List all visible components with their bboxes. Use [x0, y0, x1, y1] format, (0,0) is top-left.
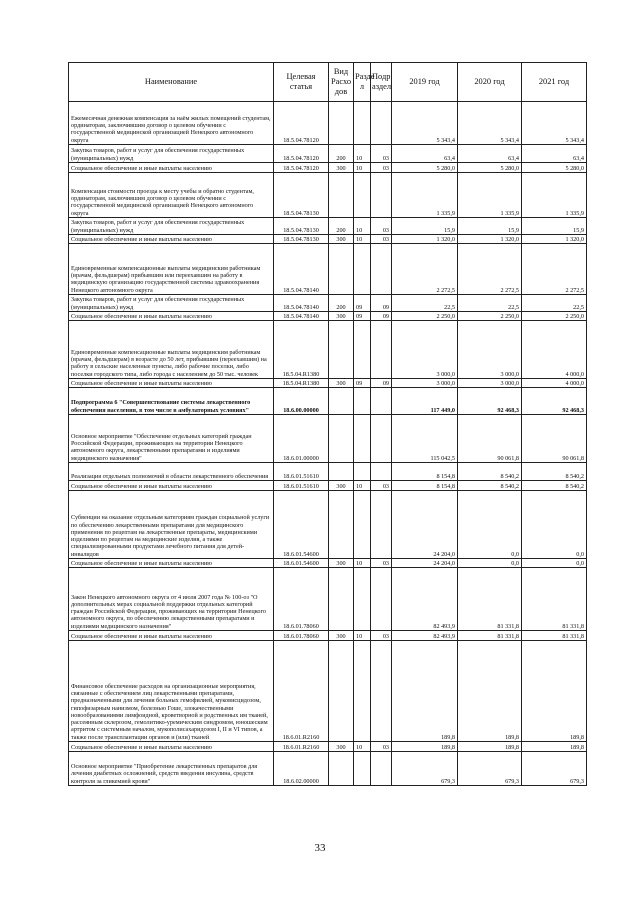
- row-name-cell: Основное мероприятие "Обеспечение отдельных категорий граждан Российской Федерации, проживающих на территории Ненецкого автономного округа, лекарственными препаратами и изделиями медицинского назначения": [69, 415, 274, 463]
- row-name-cell: Социальное обеспечение и иные выплаты населению: [69, 631, 274, 641]
- row-section-cell: [354, 463, 371, 481]
- row-section-cell: [354, 321, 371, 379]
- row-year-2020-cell: 90 061,8: [458, 415, 522, 463]
- row-year-2020-cell: 22,5: [458, 295, 522, 312]
- row-expense-type-cell: [329, 388, 354, 415]
- header-target-article: Целевая статья: [274, 63, 329, 102]
- table-row: [69, 235, 587, 244]
- row-year-2021-cell: 81 331,8: [522, 568, 587, 631]
- row-subsection-cell: [371, 491, 392, 559]
- row-subsection-cell: 03: [371, 631, 392, 641]
- row-name-cell: Социальное обеспечение и иные выплаты населению: [69, 481, 274, 491]
- row-expense-type-cell: 300: [329, 312, 354, 321]
- row-section-cell: [354, 568, 371, 631]
- row-target-article-cell: 18.6.01.R2160: [274, 641, 329, 742]
- row-target-article-cell: 18.6.01.51610: [274, 481, 329, 491]
- header-year-2020: 2020 год: [458, 63, 522, 102]
- row-subsection-cell: 03: [371, 481, 392, 491]
- header-year-2021: 2021 год: [522, 63, 587, 102]
- row-year-2019-cell: 82 493,9: [392, 568, 458, 631]
- row-subsection-cell: [371, 752, 392, 786]
- row-target-article-cell: 18.6.01.00000: [274, 415, 329, 463]
- row-expense-type-cell: 300: [329, 481, 354, 491]
- row-year-2020-cell: 63,4: [458, 145, 522, 163]
- row-subsection-cell: [371, 568, 392, 631]
- table-row: [69, 163, 587, 173]
- row-target-article-cell: 18.6.01.54600: [274, 491, 329, 559]
- row-year-2020-cell: 2 272,5: [458, 244, 522, 295]
- row-expense-type-cell: [329, 244, 354, 295]
- budget-table-container: [68, 62, 586, 786]
- table-row: [69, 463, 587, 481]
- row-year-2020-cell: 3 000,0: [458, 379, 522, 388]
- row-target-article-cell: 18.5.04.78120: [274, 163, 329, 173]
- row-subsection-cell: [371, 102, 392, 145]
- row-year-2019-cell: 8 154,8: [392, 481, 458, 491]
- row-name-cell: Финансовое обеспечение расходов на организационные мероприятия, связанные с обеспечением лиц лекарственными препаратами, предназначенными для лечения больных гемофилией, муковисцидозом, гипофизарным нанизмом, болезнью Гоше, злокачественными новообразованиями лимфоидной, кроветворной и родственных им тканей, рассеянным склерозом, гемолитико-уремическим синдромом, юношеским артритом с системным началом, мукополисахаридозом I, II и VI типов, а также после трансплантации органов и (или) тканей: [69, 641, 274, 742]
- row-year-2020-cell: 81 331,8: [458, 631, 522, 641]
- row-year-2020-cell: 8 540,2: [458, 463, 522, 481]
- row-year-2019-cell: 15,9: [392, 218, 458, 235]
- table-row: [69, 641, 587, 742]
- row-year-2019-cell: 24 204,0: [392, 559, 458, 568]
- budget-table: [68, 62, 587, 786]
- header-section: Разде л: [354, 63, 371, 102]
- row-target-article-cell: 18.6.01.78060: [274, 568, 329, 631]
- row-year-2021-cell: 5 343,4: [522, 102, 587, 145]
- row-year-2019-cell: 2 250,0: [392, 312, 458, 321]
- row-year-2020-cell: 8 540,2: [458, 481, 522, 491]
- row-year-2021-cell: 8 540,2: [522, 463, 587, 481]
- row-target-article-cell: 18.5.04.78140: [274, 244, 329, 295]
- row-name-cell: Социальное обеспечение и иные выплаты населению: [69, 379, 274, 388]
- row-year-2019-cell: 8 154,8: [392, 463, 458, 481]
- row-year-2021-cell: 2 272,5: [522, 244, 587, 295]
- row-section-cell: [354, 173, 371, 218]
- row-name-cell: Единовременные компенсационные выплаты медицинским работникам (врачам, фельдшерам) в возрасте до 50 лет, прибывшим (переехавшим) на работу в сельские населенные пункты, либо рабочие поселки, либо поселки городского типа, либо города с населением до 50 тыс. человек: [69, 321, 274, 379]
- row-subsection-cell: 03: [371, 235, 392, 244]
- row-subsection-cell: 03: [371, 163, 392, 173]
- row-subsection-cell: 03: [371, 559, 392, 568]
- row-name-cell: Закон Ненецкого автономного округа от 4 июля 2007 года № 100-оз "О дополнительных мерах социальной поддержки отдельных категорий граждан Российской Федерации, проживающих на территории Ненецкого автономного округа, по обеспечению лекарственными препаратами и изделиями медицинского назначения": [69, 568, 274, 631]
- row-section-cell: 10: [354, 559, 371, 568]
- row-expense-type-cell: 300: [329, 235, 354, 244]
- row-expense-type-cell: [329, 641, 354, 742]
- row-subsection-cell: [371, 641, 392, 742]
- row-section-cell: [354, 244, 371, 295]
- row-name-cell: Социальное обеспечение и иные выплаты населению: [69, 742, 274, 752]
- header-subsection: Подр аздел: [371, 63, 392, 102]
- row-subsection-cell: 03: [371, 145, 392, 163]
- row-name-cell: Закупка товаров, работ и услуг для обеспечения государственных (муниципальных) нужд: [69, 295, 274, 312]
- row-expense-type-cell: 300: [329, 742, 354, 752]
- table-row: [69, 295, 587, 312]
- row-subsection-cell: [371, 173, 392, 218]
- row-section-cell: [354, 102, 371, 145]
- row-target-article-cell: 18.5.04.R1380: [274, 379, 329, 388]
- table-row: [69, 491, 587, 559]
- row-year-2019-cell: 82 493,9: [392, 631, 458, 641]
- row-section-cell: [354, 491, 371, 559]
- table-row: [69, 312, 587, 321]
- row-year-2019-cell: 189,8: [392, 742, 458, 752]
- row-expense-type-cell: 200: [329, 145, 354, 163]
- row-year-2019-cell: 24 204,0: [392, 491, 458, 559]
- row-section-cell: 10: [354, 145, 371, 163]
- row-expense-type-cell: 200: [329, 218, 354, 235]
- header-name: Наименование: [69, 63, 274, 102]
- row-subsection-cell: 09: [371, 312, 392, 321]
- row-name-cell: Компенсация стоимости проезда к месту учебы и обратно студентам, ординаторам, заключившим договор о целевом обучении с государственной медицинской организацией Ненецкого автономного округа: [69, 173, 274, 218]
- row-year-2021-cell: 1 335,9: [522, 173, 587, 218]
- table-row: [69, 379, 587, 388]
- row-section-cell: [354, 415, 371, 463]
- row-year-2020-cell: 15,9: [458, 218, 522, 235]
- row-year-2021-cell: 90 061,8: [522, 415, 587, 463]
- row-expense-type-cell: [329, 491, 354, 559]
- row-section-cell: [354, 641, 371, 742]
- table-row: [69, 321, 587, 379]
- row-target-article-cell: 18.5.04.78120: [274, 102, 329, 145]
- row-expense-type-cell: [329, 173, 354, 218]
- row-target-article-cell: 18.6.02.00000: [274, 752, 329, 786]
- row-name-cell: Закупка товаров, работ и услуг для обеспечения государственных (муниципальных) нужд: [69, 145, 274, 163]
- row-section-cell: 10: [354, 742, 371, 752]
- row-section-cell: 09: [354, 379, 371, 388]
- row-year-2019-cell: 115 042,5: [392, 415, 458, 463]
- row-subsection-cell: [371, 388, 392, 415]
- row-section-cell: 10: [354, 235, 371, 244]
- row-year-2021-cell: 15,9: [522, 218, 587, 235]
- row-expense-type-cell: [329, 321, 354, 379]
- row-year-2019-cell: 1 335,9: [392, 173, 458, 218]
- row-year-2021-cell: 0,0: [522, 559, 587, 568]
- row-target-article-cell: 18.6.01.51610: [274, 463, 329, 481]
- row-year-2019-cell: 117 449,0: [392, 388, 458, 415]
- row-year-2021-cell: 63,4: [522, 145, 587, 163]
- row-target-article-cell: 18.6.01.R2160: [274, 742, 329, 752]
- row-year-2020-cell: 3 000,0: [458, 321, 522, 379]
- row-target-article-cell: 18.5.04.78130: [274, 173, 329, 218]
- row-section-cell: 10: [354, 163, 371, 173]
- row-target-article-cell: 18.5.04.78140: [274, 295, 329, 312]
- row-year-2021-cell: 2 250,0: [522, 312, 587, 321]
- row-year-2020-cell: 92 468,3: [458, 388, 522, 415]
- table-row: [69, 742, 587, 752]
- row-year-2020-cell: 2 250,0: [458, 312, 522, 321]
- row-name-cell: Основное мероприятие "Приобретение лекарственных препаратов для лечения диабетных осложнений, средств введения инсулина, средств контроля за гликемией крови": [69, 752, 274, 786]
- row-year-2021-cell: 1 320,0: [522, 235, 587, 244]
- row-year-2019-cell: 679,3: [392, 752, 458, 786]
- row-target-article-cell: 18.5.04.78130: [274, 235, 329, 244]
- table-row: [69, 173, 587, 218]
- row-target-article-cell: 18.5.04.78140: [274, 312, 329, 321]
- row-section-cell: 09: [354, 295, 371, 312]
- row-expense-type-cell: 300: [329, 559, 354, 568]
- row-year-2020-cell: 0,0: [458, 559, 522, 568]
- row-expense-type-cell: [329, 415, 354, 463]
- row-name-cell: Закупка товаров, работ и услуг для обеспечения государственных (муниципальных) нужд: [69, 218, 274, 235]
- row-year-2019-cell: 5 280,0: [392, 163, 458, 173]
- row-subsection-cell: 03: [371, 218, 392, 235]
- table-row: [69, 752, 587, 786]
- table-header-row: [69, 63, 587, 102]
- row-year-2021-cell: 8 540,2: [522, 481, 587, 491]
- row-year-2021-cell: 4 000,0: [522, 379, 587, 388]
- row-expense-type-cell: [329, 568, 354, 631]
- row-subsection-cell: 03: [371, 742, 392, 752]
- row-target-article-cell: 18.5.04.78120: [274, 145, 329, 163]
- table-row: [69, 481, 587, 491]
- row-name-cell: Субвенции на оказание отдельным категориям граждан социальной услуги по обеспечению лекарственными препаратами для медицинского применения по рецептам на лекарственные препараты, медицинскими изделиями по рецептам на медицинские изделия, а также специализированными продуктами лечебного питания для детей-инвалидов: [69, 491, 274, 559]
- row-year-2020-cell: 189,8: [458, 641, 522, 742]
- row-subsection-cell: [371, 415, 392, 463]
- table-row: [69, 631, 587, 641]
- row-name-cell: Единовременные компенсационные выплаты медицинским работникам (врачам, фельдшерам) прибывшим или переехавшим на работу в медицинскую организацию государственной системы здравоохранения Ненецкого автономного округа: [69, 244, 274, 295]
- row-expense-type-cell: [329, 463, 354, 481]
- row-target-article-cell: 18.6.01.78060: [274, 631, 329, 641]
- row-subsection-cell: 09: [371, 379, 392, 388]
- row-name-cell: Социальное обеспечение и иные выплаты населению: [69, 163, 274, 173]
- row-target-article-cell: 18.6.01.54600: [274, 559, 329, 568]
- row-name-cell: Социальное обеспечение и иные выплаты населению: [69, 235, 274, 244]
- row-year-2020-cell: 1 335,9: [458, 173, 522, 218]
- table-row: [69, 102, 587, 145]
- row-year-2019-cell: 3 000,0: [392, 321, 458, 379]
- row-year-2021-cell: 22,5: [522, 295, 587, 312]
- row-year-2021-cell: 0,0: [522, 491, 587, 559]
- row-name-cell: Социальное обеспечение и иные выплаты населению: [69, 312, 274, 321]
- row-section-cell: 10: [354, 218, 371, 235]
- row-expense-type-cell: [329, 752, 354, 786]
- row-year-2020-cell: 5 280,0: [458, 163, 522, 173]
- row-year-2019-cell: 63,4: [392, 145, 458, 163]
- header-year-2019: 2019 год: [392, 63, 458, 102]
- row-year-2020-cell: 0,0: [458, 491, 522, 559]
- row-year-2019-cell: 2 272,5: [392, 244, 458, 295]
- row-year-2021-cell: 92 468,3: [522, 388, 587, 415]
- row-year-2020-cell: 189,8: [458, 742, 522, 752]
- row-section-cell: 09: [354, 312, 371, 321]
- table-row: [69, 145, 587, 163]
- row-section-cell: 10: [354, 481, 371, 491]
- row-name-cell: Ежемесячная денежная компенсация за наём жилых помещений студентам, ординаторам, заключившим договор о целевом обучении с государственной медицинской организацией Ненецкого автономного округа: [69, 102, 274, 145]
- row-expense-type-cell: [329, 102, 354, 145]
- row-name-cell: Подпрограмма 6 "Совершенствование системы лекарственного обеспечения населения, в том числе в амбулаторных условиях": [69, 388, 274, 415]
- table-row: [69, 559, 587, 568]
- page-number: 33: [314, 842, 326, 854]
- row-year-2021-cell: 81 331,8: [522, 631, 587, 641]
- row-expense-type-cell: 300: [329, 379, 354, 388]
- row-year-2020-cell: 81 331,8: [458, 568, 522, 631]
- row-target-article-cell: 18.5.04.R1380: [274, 321, 329, 379]
- row-expense-type-cell: 300: [329, 163, 354, 173]
- row-year-2019-cell: 5 343,4: [392, 102, 458, 145]
- table-row: [69, 244, 587, 295]
- row-year-2020-cell: 5 343,4: [458, 102, 522, 145]
- row-subsection-cell: [371, 321, 392, 379]
- row-year-2021-cell: 189,8: [522, 641, 587, 742]
- row-year-2019-cell: 1 320,0: [392, 235, 458, 244]
- row-expense-type-cell: 300: [329, 631, 354, 641]
- row-name-cell: Реализация отдельных полномочий в области лекарственного обеспечения: [69, 463, 274, 481]
- row-section-cell: [354, 752, 371, 786]
- table-row: [69, 388, 587, 415]
- row-year-2021-cell: 4 000,0: [522, 321, 587, 379]
- row-year-2021-cell: 679,3: [522, 752, 587, 786]
- table-row: [69, 218, 587, 235]
- row-year-2021-cell: 5 280,0: [522, 163, 587, 173]
- row-target-article-cell: 18.5.04.78130: [274, 218, 329, 235]
- row-subsection-cell: 09: [371, 295, 392, 312]
- row-subsection-cell: [371, 244, 392, 295]
- row-subsection-cell: [371, 463, 392, 481]
- table-row: [69, 568, 587, 631]
- row-target-article-cell: 18.6.00.00000: [274, 388, 329, 415]
- row-year-2020-cell: 679,3: [458, 752, 522, 786]
- row-year-2021-cell: 189,8: [522, 742, 587, 752]
- row-name-cell: Социальное обеспечение и иные выплаты населению: [69, 559, 274, 568]
- row-year-2019-cell: 3 000,0: [392, 379, 458, 388]
- row-year-2020-cell: 1 320,0: [458, 235, 522, 244]
- header-expense-type: Вид Расхо дов: [329, 63, 354, 102]
- row-year-2019-cell: 189,8: [392, 641, 458, 742]
- row-expense-type-cell: 200: [329, 295, 354, 312]
- row-section-cell: [354, 388, 371, 415]
- table-body: [69, 102, 587, 786]
- table-row: [69, 415, 587, 463]
- row-year-2019-cell: 22,5: [392, 295, 458, 312]
- row-section-cell: 10: [354, 631, 371, 641]
